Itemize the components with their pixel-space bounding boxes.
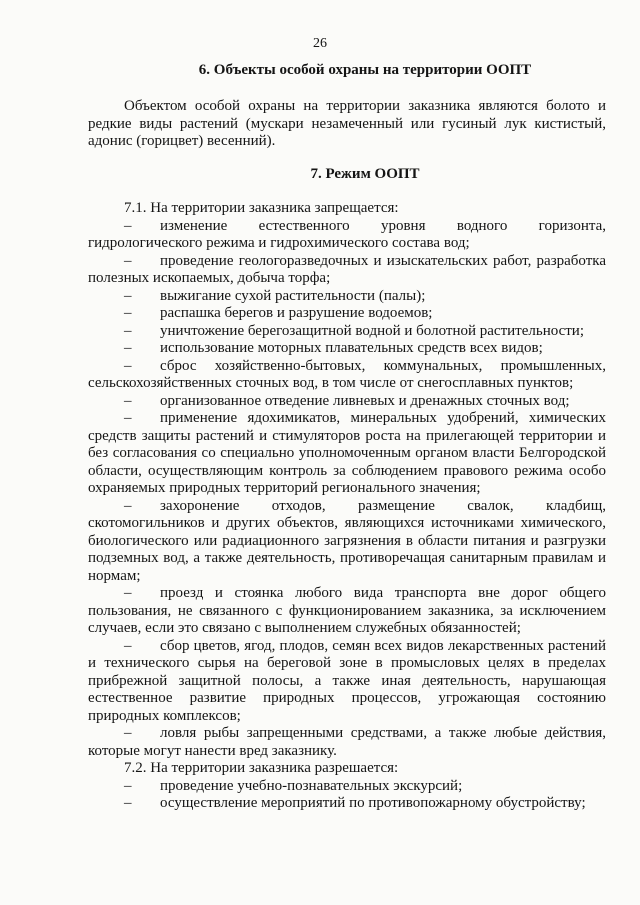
prohibited-item: – организованное отведение ливневых и дренажных сточных вод;	[124, 392, 570, 409]
prohibited-item: – сбор цветов, ягод, плодов, семян всех видов лекарственных растений и технического сырья на береговой зоне в промысловых целях в пределах прибрежной защитной полосы, а также иная деятельность, нарушающая естественное развитие природных процессов, угрожающая состоянию природных комплексов;	[88, 637, 606, 724]
dash-marker: –	[124, 252, 132, 269]
section-6-text: Объектом особой охраны на территории заказника являются болото и редкие виды растений (мускари незамеченный или гусиный лук кистистый, адонис (горицвет) весенний).	[88, 98, 606, 149]
dash-marker: –	[124, 322, 132, 339]
dash-marker: –	[124, 637, 132, 654]
dash-marker: –	[124, 410, 132, 426]
dash-marker: –	[124, 585, 132, 601]
dash-marker: –	[124, 725, 132, 741]
prohibited-item: – захоронение отходов, размещение свалок, кладбищ, скотомогильников и других объектов, являющихся источниками химического, биологического или радиационного загрязнения в области питания и разгрузки подземных вод, а также деятельность, противоречащая санитарным правилам и нормам;	[88, 497, 606, 584]
dash-marker: –	[124, 217, 132, 234]
clause-7-1: 7.1. На территории заказника запрещается:	[124, 200, 399, 216]
dash-marker: –	[124, 777, 132, 794]
prohibited-item: – использование моторных плавательных средств всех видов;	[124, 340, 543, 356]
dash-marker: –	[124, 340, 132, 356]
dash-marker: –	[124, 392, 132, 409]
dash-marker: –	[124, 497, 132, 514]
page-number: 26	[313, 36, 327, 51]
prohibited-item: – сброс хозяйственно-бытовых, коммунальных, промышленных, сельскохозяйственных сточных вод, в том числе от снегосплавных пунктов;	[88, 357, 606, 391]
section-7-body	[88, 200, 606, 813]
prohibited-item: – уничтожение берегозащитной водной и болотной растительности;	[124, 322, 585, 339]
prohibited-item: – проезд и стоянка любого вида транспорта вне дорог общего пользования, не связанного с функционированием заказника, за исключением случаев, если это связано с выполнением служебных обязанностей;	[88, 585, 606, 636]
allowed-item: – осуществление мероприятий по противопожарному обустройству;	[124, 795, 586, 811]
clause-7-2: 7.2. На территории заказника разрешается:	[124, 760, 399, 776]
dash-marker: –	[124, 305, 132, 321]
prohibited-item: – выжигание сухой растительности (палы);	[124, 287, 426, 304]
section-6-heading: 6. Объекты особой охраны на территории ООПТ	[198, 62, 532, 78]
dash-marker: –	[124, 795, 132, 811]
prohibited-item: – ловля рыбы запрещенными средствами, а также любые действия, которые могут нанести вред заказнику.	[88, 725, 606, 759]
allowed-item: – проведение учебно-познавательных экскурсий;	[124, 777, 463, 794]
section-7-heading: 7. Режим ООПТ	[310, 166, 420, 182]
dash-marker: –	[124, 357, 132, 374]
prohibited-item: – изменение естественного уровня водного горизонта, гидрологического режима и гидрохимического состава вод;	[88, 217, 606, 251]
prohibited-item: – проведение геологоразведочных и изыскательских работ, разработка полезных ископаемых, добыча торфа;	[88, 252, 606, 286]
prohibited-item: – распашка берегов и разрушение водоемов;	[124, 305, 433, 321]
prohibited-item: – применение ядохимикатов, минеральных удобрений, химических средств защиты растений и стимуляторов роста на прилегающей территории и без согласования со специально уполномоченным органом власти Белгородской области, осуществляющим контроль за соблюдением правового режима особо охраняемых природных территорий регионального значения;	[88, 410, 606, 496]
dash-marker: –	[124, 287, 132, 304]
